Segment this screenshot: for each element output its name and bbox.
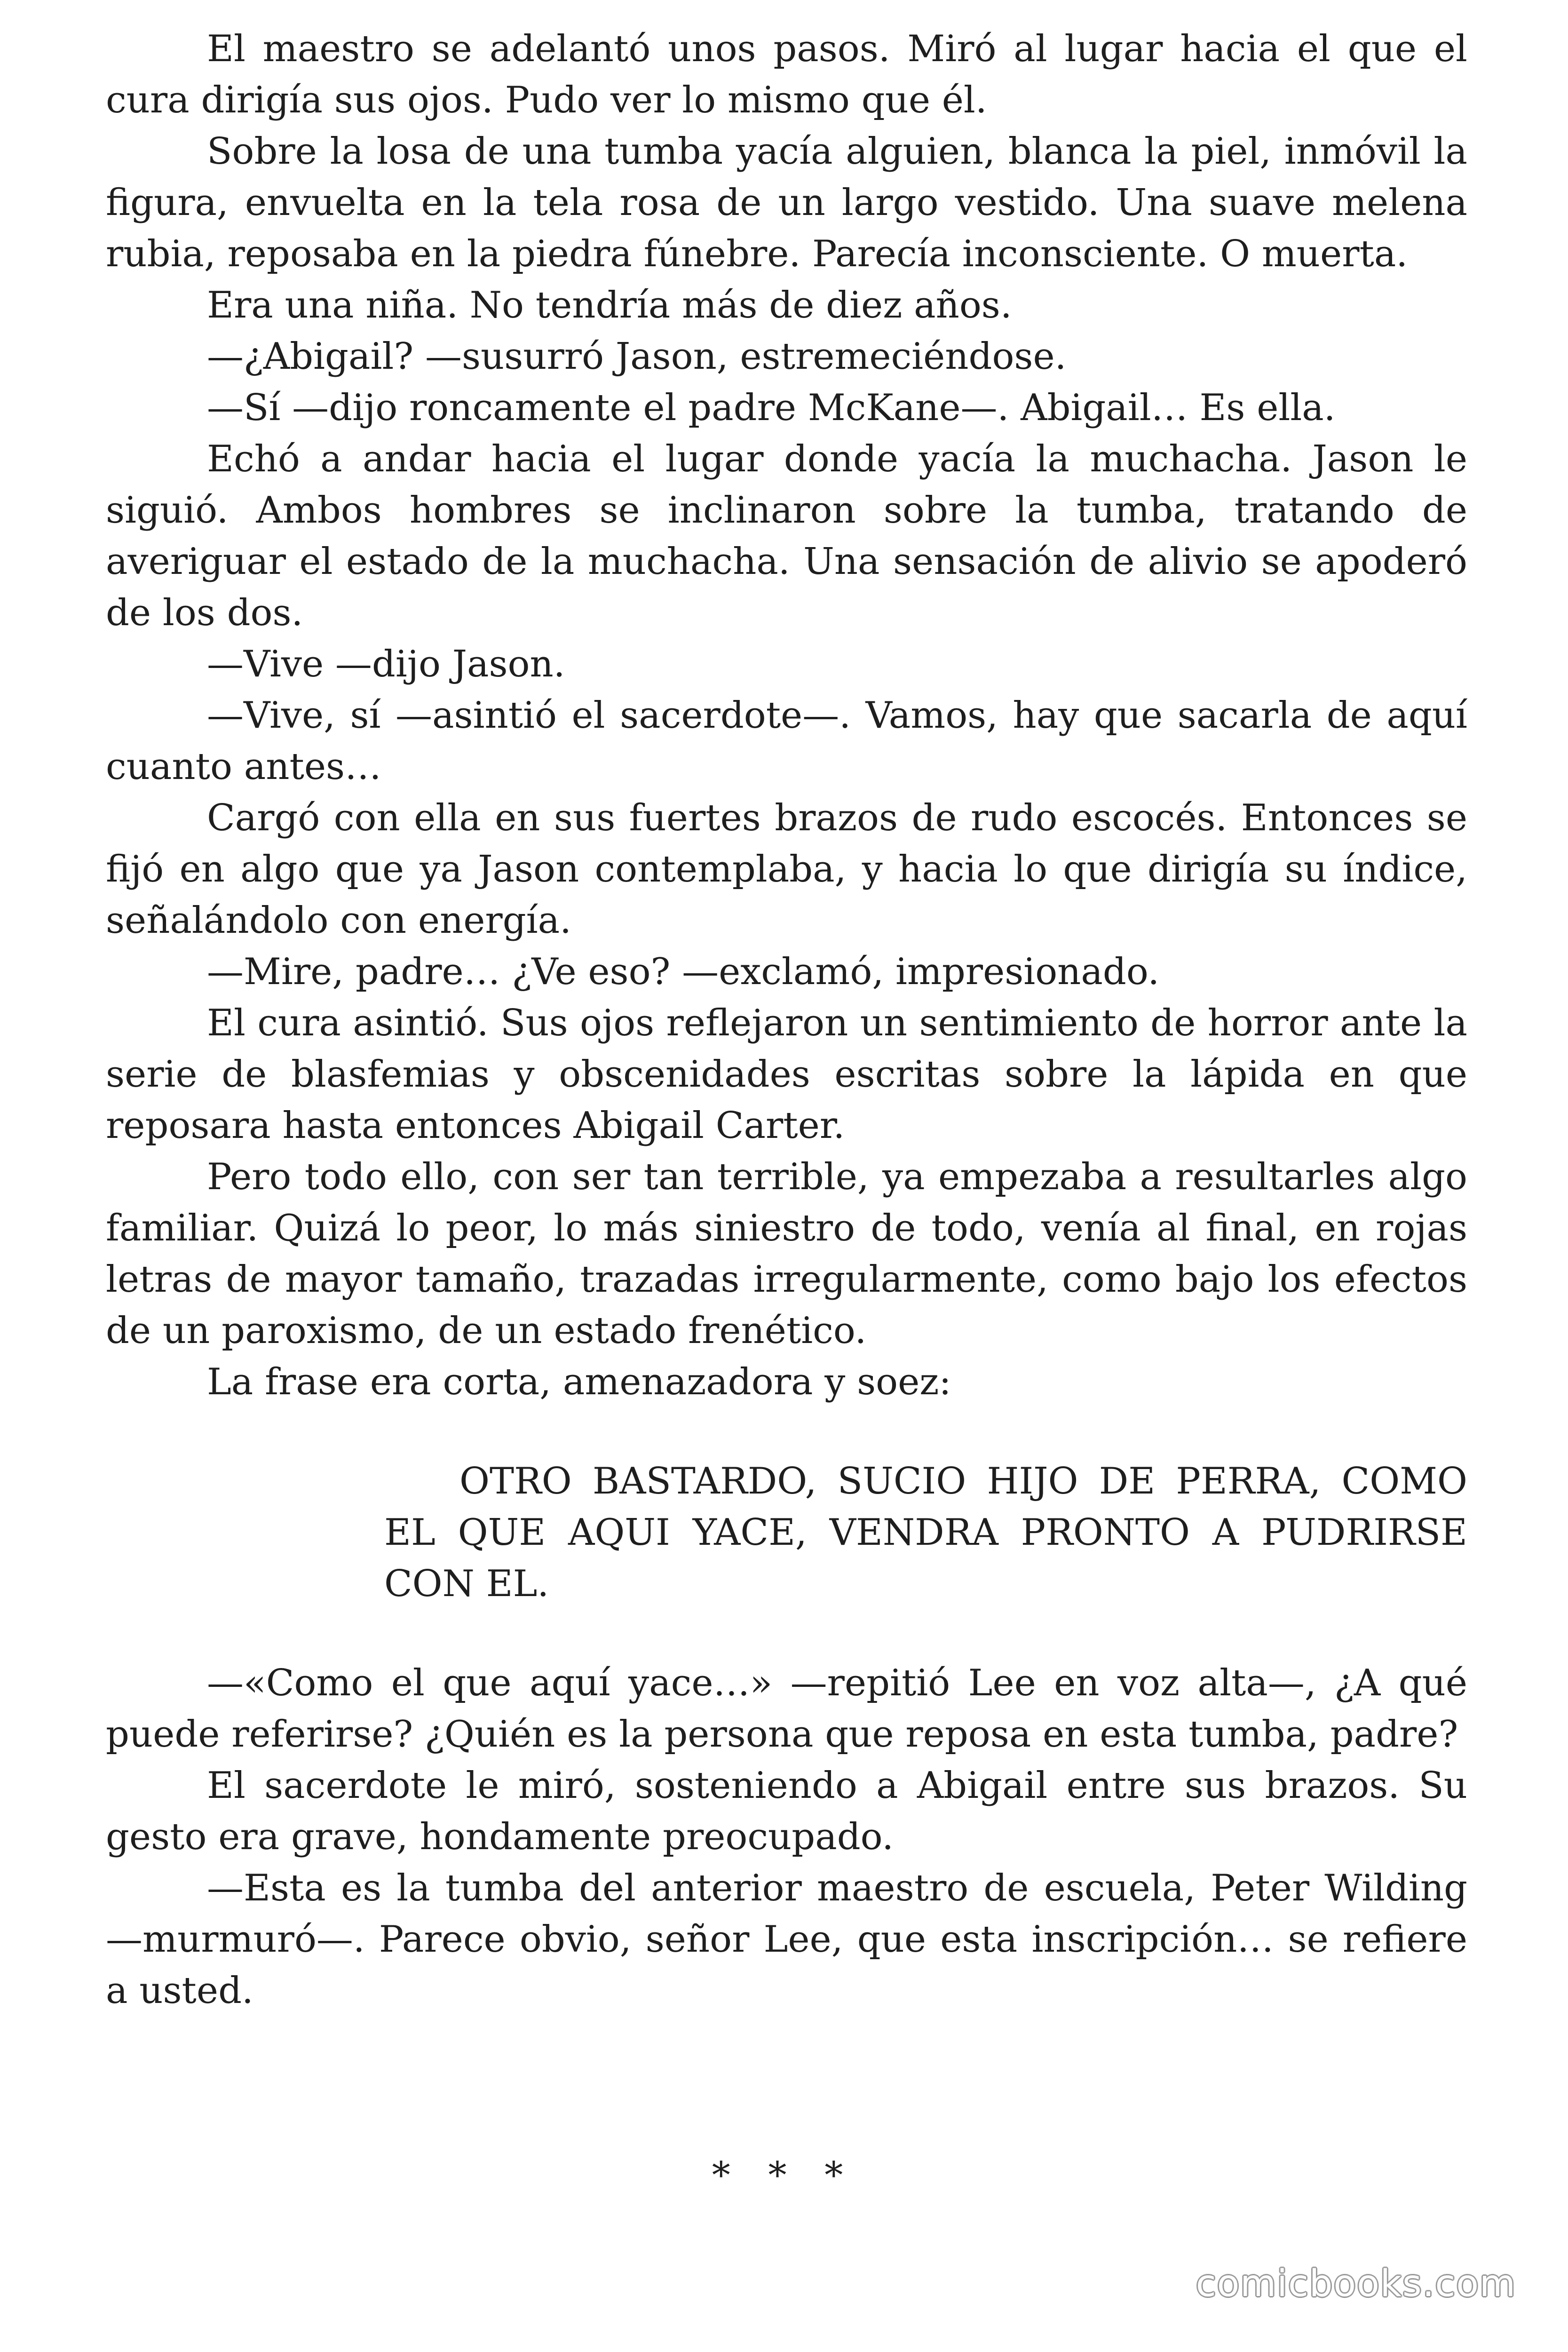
watermark-logo: comicbooks.com bbox=[1196, 2263, 1516, 2305]
page-body bbox=[106, 24, 1467, 2017]
paragraph: Pero todo ello, con ser tan terrible, ya empezaba a resultarles algo familiar. Quizá lo peor, lo más siniestro de todo, venía al final, en rojas letras de mayor tamaño, trazadas irregularmente, como bajo los efectos de un paroxismo, de un estado frenético. bbox=[106, 1156, 1467, 1352]
dialogue-line: —Esta es la tumba del anterior maestro de escuela, Peter Wilding —murmuró—. Parece obvio, señor Lee, que esta inscripción… se refiere a usted. bbox=[106, 1867, 1467, 2012]
dialogue-line: —¿Abigail? —susurró Jason, estremeciéndose. bbox=[207, 335, 1067, 378]
dialogue-line: —Vive, sí —asintió el sacerdote—. Vamos, hay que sacarla de aquí cuanto antes… bbox=[106, 694, 1467, 788]
paragraph: El sacerdote le miró, sosteniendo a Abigail entre sus brazos. Su gesto era grave, hondamente preocupado. bbox=[106, 1764, 1467, 1858]
paragraph: Cargó con ella en sus fuertes brazos de rudo escocés. Entonces se fijó en algo que ya Jason contemplaba, y hacia lo que dirigía su índice, señalándolo con energía. bbox=[106, 797, 1467, 942]
dialogue-line: —Sí —dijo roncamente el padre McKane—. Abigail… Es ella. bbox=[207, 387, 1336, 429]
paragraph: Echó a andar hacia el lugar donde yacía la muchacha. Jason le siguió. Ambos hombres se inclinaron sobre la tumba, tratando de averiguar el estado de la muchacha. Una sensación de alivio se apoderó de los dos. bbox=[106, 438, 1467, 634]
paragraph: El cura asintió. Sus ojos reflejaron un sentimiento de horror ante la serie de blasfemias y obscenidades escritas sobre la lápida en que reposara hasta entonces Abigail Carter. bbox=[106, 1002, 1467, 1147]
paragraph: Era una niña. No tendría más de diez años. bbox=[207, 284, 1012, 326]
paragraph: El maestro se adelantó unos pasos. Miró al lugar hacia el que el cura dirigía sus ojos. Pudo ver lo mismo que él. bbox=[106, 28, 1467, 121]
tombstone-inscription-quote: OTRO BASTARDO, SUCIO HIJO DE PERRA, COMO EL QUE AQUI YACE, VENDRA PRONTO A PUDRIRSE CON EL. bbox=[384, 1460, 1467, 1605]
dialogue-line: —Vive —dijo Jason. bbox=[207, 643, 565, 685]
paragraph: La frase era corta, amenazadora y soez: bbox=[207, 1361, 951, 1403]
dialogue-line: —Mire, padre… ¿Ve eso? —exclamó, impresionado. bbox=[207, 951, 1160, 993]
section-separator: * * * bbox=[712, 2154, 856, 2197]
dialogue-line: —«Como el que aquí yace…» —repitió Lee en voz alta—, ¿A qué puede referirse? ¿Quién es la persona que reposa en esta tumba, padre? bbox=[106, 1662, 1467, 1756]
paragraph: Sobre la losa de una tumba yacía alguien, blanca la piel, inmóvil la figura, envuelta en la tela rosa de un largo vestido. Una suave melena rubia, reposaba en la piedra fúnebre. Parecía inconsciente. O muerta. bbox=[106, 130, 1467, 275]
